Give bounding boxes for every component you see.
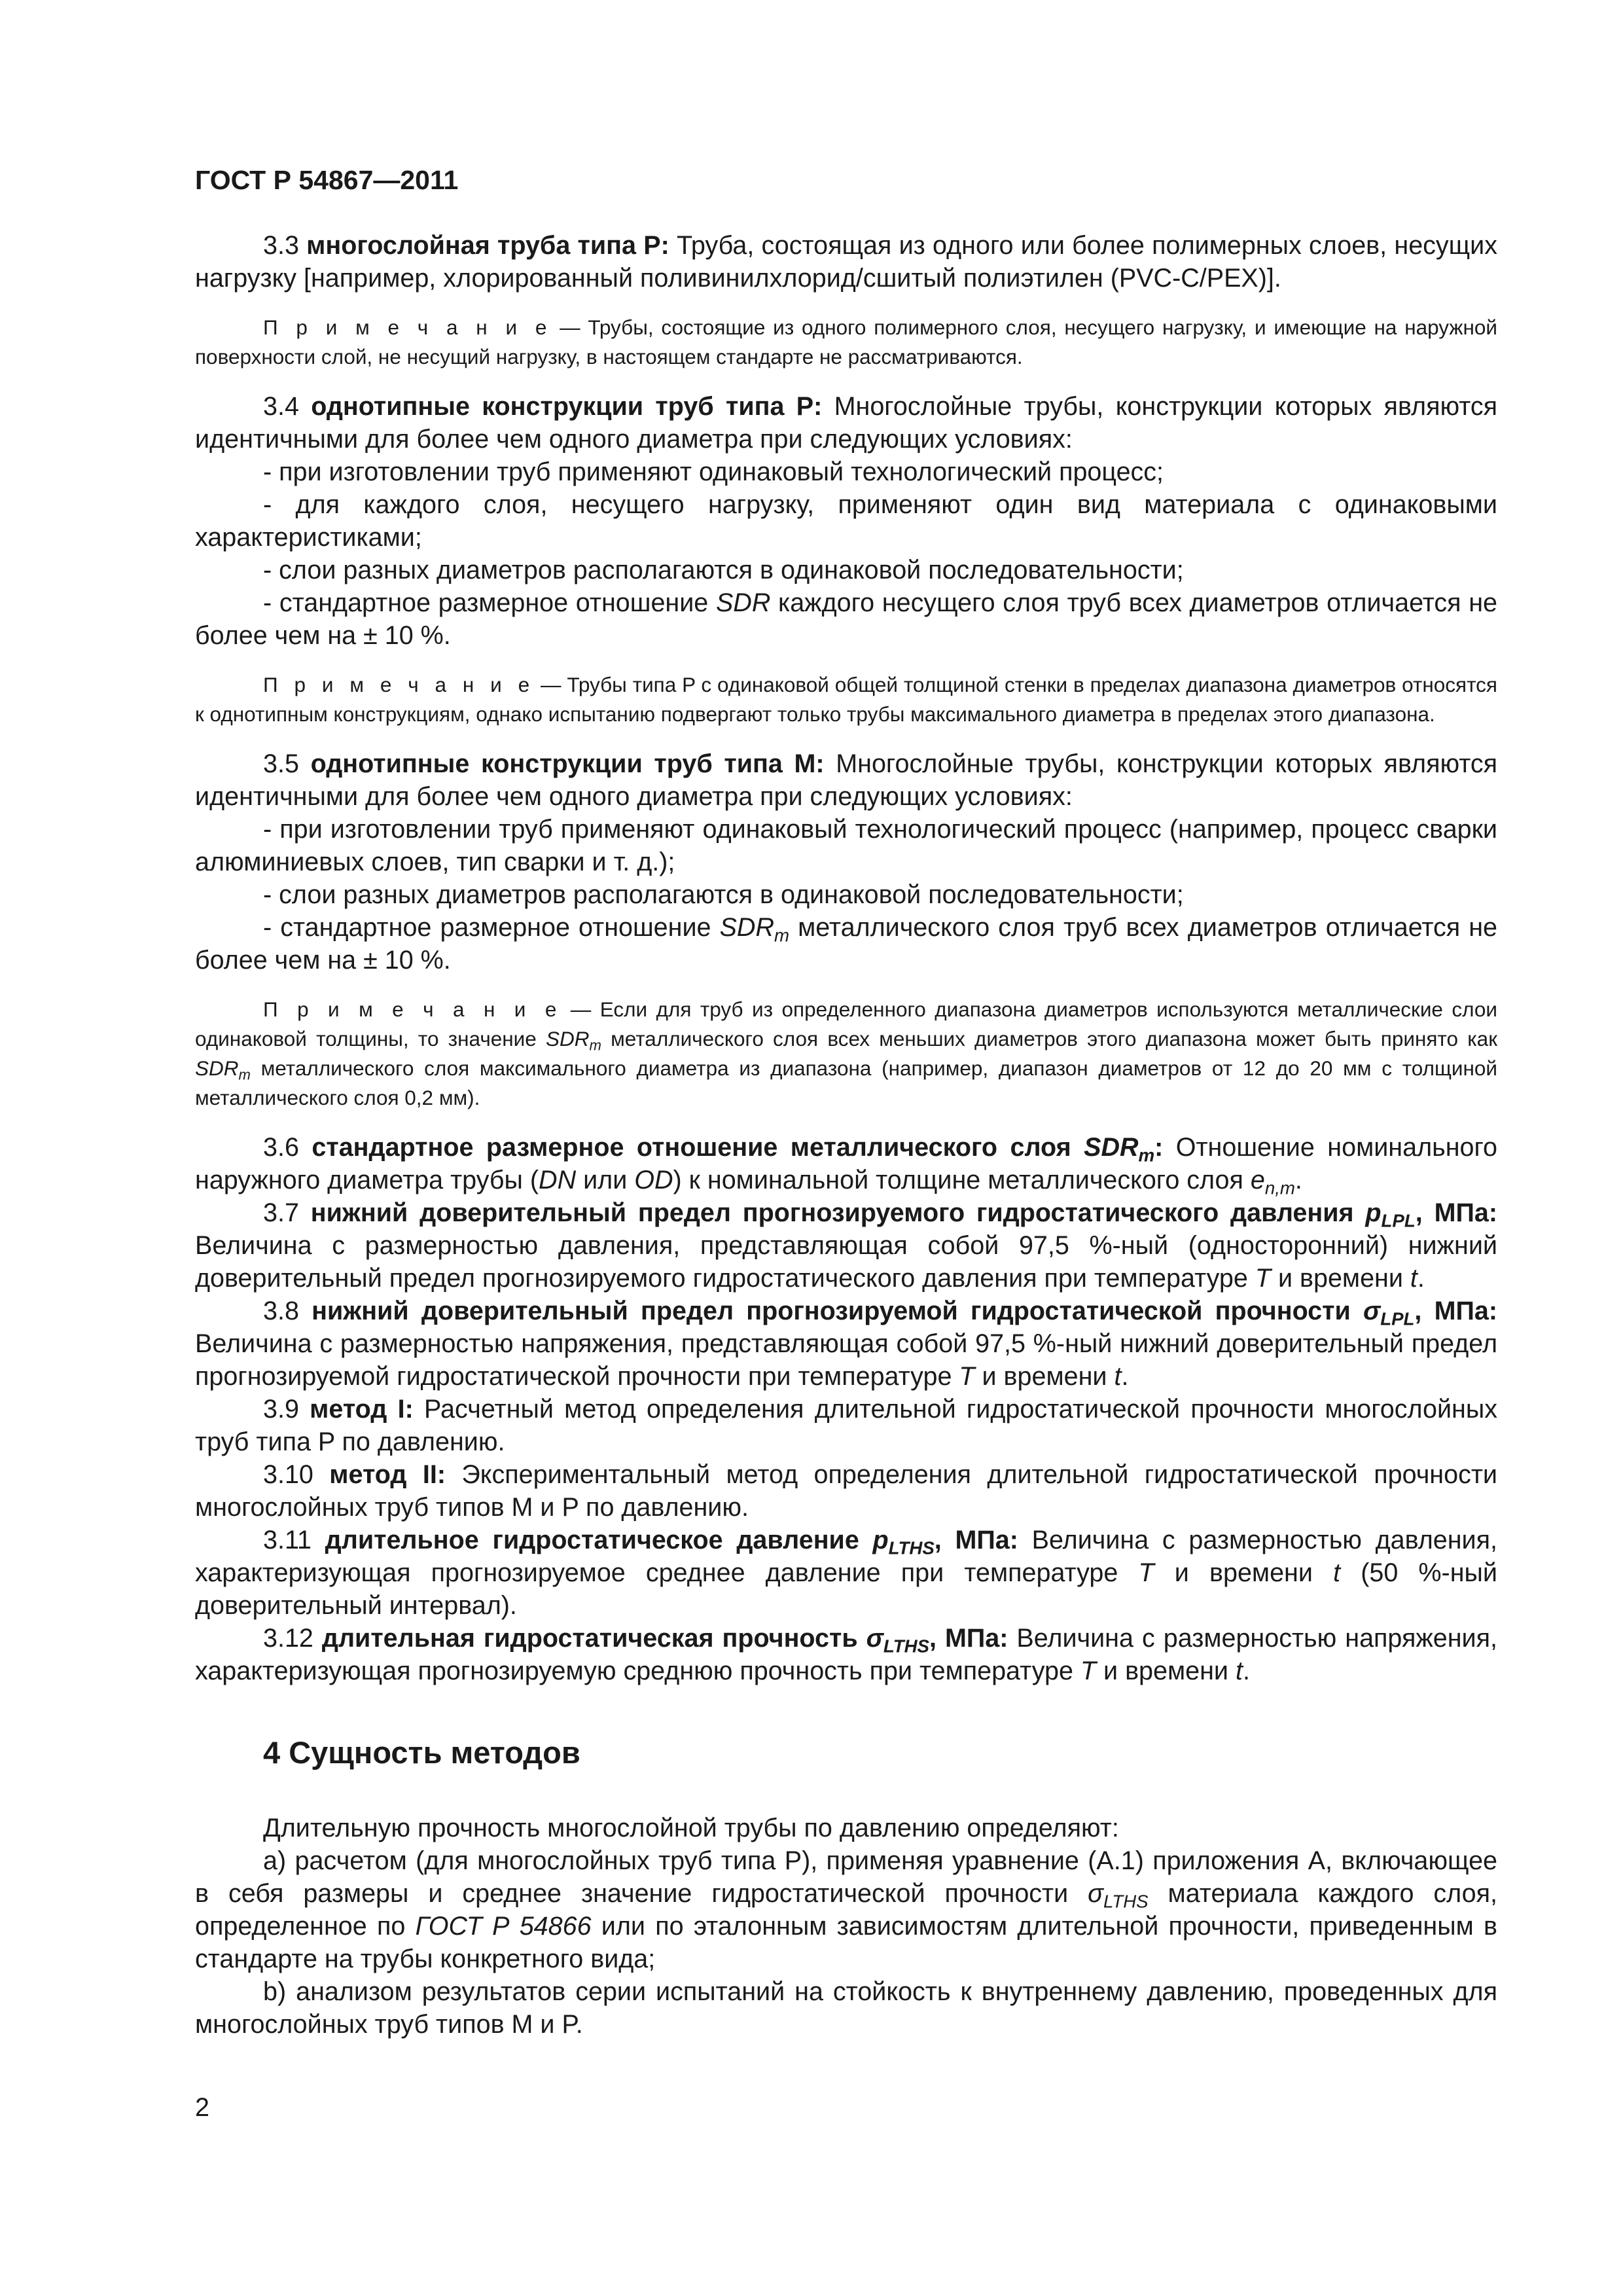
section-intro: Длительную прочность многослойной трубы по давлению определяют: xyxy=(263,1814,1119,1842)
term: многослойная труба типа P: xyxy=(306,231,669,260)
note-label: П р и м е ч а н и е xyxy=(263,315,552,339)
term: стандартное размерное отношение металлического слоя $SDR_m$: xyxy=(312,1133,1164,1166)
document-header: ГОСТ Р 54867—2011 xyxy=(195,165,459,195)
term: длительная гидростатическая прочность $\sigma_{LTHS}$, МПа: xyxy=(321,1624,1008,1657)
list-item: - стандартное размерное отношение SDR каждого несущего слоя труб всех диаметров отличается не более чем на ± 10 %. xyxy=(195,588,1497,650)
term: однотипные конструкции труб типа M: xyxy=(310,749,825,778)
note-2: П р и м е ч а н и е — Трубы типа P с одинаковой общей толщиной стенки в пределах диапазона диаметров относятся к однотипным конструкциям, однако испытанию подвергают только трубы максимального диаметра в пределах этого диапазона. xyxy=(195,673,1497,726)
term: нижний доверительный предел прогнозируемого гидростатического давления $p_{LPL}$, МПа: xyxy=(310,1198,1497,1231)
definition-3-8: 3.8 нижний доверительный предел прогнозируемой гидростатической прочности $\sigma_{LPL}$, МПа: Величина с размерностью напряжения, представляющая собой 97,5 %-ный нижний доверительный предел прогнозируемой гидростатической прочности при температуре T и времени t. xyxy=(195,1297,1497,1391)
definition-3-11: 3.11 длительное гидростатическое давление $p_{LTHS}$, МПа: Величина с размерностью давления, характеризующая прогнозируемое среднее давление при температуре T и времени t (50 %-ный доверительный интервал). xyxy=(195,1526,1497,1620)
definition-3-3: 3.3 многослойная труба типа P: Труба, состоящая из одного или более полимерных слоев, несущих нагрузку [например, хлорированный поливинилхлорид/сшитый полиэтилен (PVC-C/PEX)]. xyxy=(195,231,1497,293)
note-1: П р и м е ч а н и е — Трубы, состоящие из одного полимерного слоя, несущего нагрузку, и имеющие на наружной поверхности слой, не несущий нагрузку, в настоящем стандарте не рассматриваются. xyxy=(195,315,1497,368)
list-item: а) расчетом (для многослойных труб типа P), применяя уравнение (А.1) приложения А, включающее в себя размеры и среднее значение гидростатической прочности $\sigma_{LTHS}$ материала каждого слоя, определенное по ГОСТ Р 54866 или по эталонным зависимостям длительной прочности, приведенным в стандарте на трубы конкретного вида; xyxy=(195,1846,1497,1973)
definition-3-5: 3.5 однотипные конструкции труб типа M: Многослойные трубы, конструкции которых являются идентичными для более чем одного диаметра при следующих условиях: xyxy=(195,749,1498,811)
list-item: - для каждого слоя, несущего нагрузку, применяют один вид материала с одинаковыми характеристиками; xyxy=(195,490,1497,552)
standard-reference: ГОСТ Р 54866 xyxy=(415,1912,592,1941)
list-item: b) анализом результатов серии испытаний на стойкость к внутреннему давлению, проведенных для многослойных труб типов M и P. xyxy=(195,1977,1497,2039)
document-body xyxy=(195,229,1497,2041)
list-item: - слои разных диаметров располагаются в одинаковой последовательности; xyxy=(263,556,1184,584)
page-number: 2 xyxy=(195,2093,209,2122)
list-item: - слои разных диаметров располагаются в одинаковой последовательности; xyxy=(263,880,1184,909)
term: метод I: xyxy=(310,1395,414,1424)
list-item: - при изготовлении труб применяют одинаковый технологический процесс (например, процесс сварки алюминиевых слоев, тип сварки и т. д.); xyxy=(195,815,1497,876)
list-item: - стандартное размерное отношение $SDR_m$ металлического слоя труб всех диаметров отличается не более чем на ± 10 %. xyxy=(195,913,1498,975)
term: нижний доверительный предел прогнозируемой гидростатической прочности $\sigma_{LPL}$, МПа: xyxy=(312,1297,1497,1329)
note-label: П р и м е ч а н и е xyxy=(263,673,535,696)
definition-3-4: 3.4 однотипные конструкции труб типа P: Многослойные трубы, конструкции которых являются идентичными для более чем одного диаметра при следующих условиях: xyxy=(195,392,1498,454)
definition-3-10: 3.10 метод II: Экспериментальный метод определения длительной гидростатической прочности многослойных труб типов M и P по давлению. xyxy=(195,1460,1497,1522)
definition-3-7: 3.7 нижний доверительный предел прогнозируемого гидростатического давления $p_{LPL}$, МПа: Величина с размерностью давления, представляющая собой 97,5 %-ный (односторонний) нижний доверительный предел прогнозируемого гидростатического давления при температуре T и времени t. xyxy=(195,1198,1497,1293)
list-item: - при изготовлении труб применяют одинаковый технологический процесс; xyxy=(263,457,1164,486)
section-heading: 4 Сущность методов xyxy=(263,1735,580,1770)
term: однотипные конструкции труб типа P: xyxy=(311,392,823,421)
definition-3-6: 3.6 стандартное размерное отношение металлического слоя $SDR_m$: Отношение номинального наружного диаметра трубы (DN или OD) к номинальной толщине металлического слоя $e_{n,m}$. xyxy=(195,1133,1497,1198)
term: метод II: xyxy=(329,1460,446,1489)
definition-3-9: 3.9 метод I: Расчетный метод определения длительной гидростатической прочности многослойных труб типа P по давлению. xyxy=(195,1395,1497,1456)
term: длительное гидростатическое давление $p_{LTHS}$, МПа: xyxy=(325,1526,1018,1558)
note-label: П р и м е ч а н и е xyxy=(263,997,562,1021)
note-3: П р и м е ч а н и е — Если для труб из определенного диапазона диаметров используются металлические слои одинаковой толщины, то значение $SDR_m$ металлического слоя всех меньших диаметров этого диапазона может быть принято как $SDR_m$ металлического слоя максимального диаметра из диапазона (например, диапазон диаметров от 12 до 20 мм с толщиной металлического слоя 0,2 мм). xyxy=(195,997,1497,1109)
definition-3-12: 3.12 длительная гидростатическая прочность $\sigma_{LTHS}$, МПа: Величина с размерностью напряжения, характеризующая прогнозируемую среднюю прочность при температуре T и времени t. xyxy=(195,1624,1497,1685)
